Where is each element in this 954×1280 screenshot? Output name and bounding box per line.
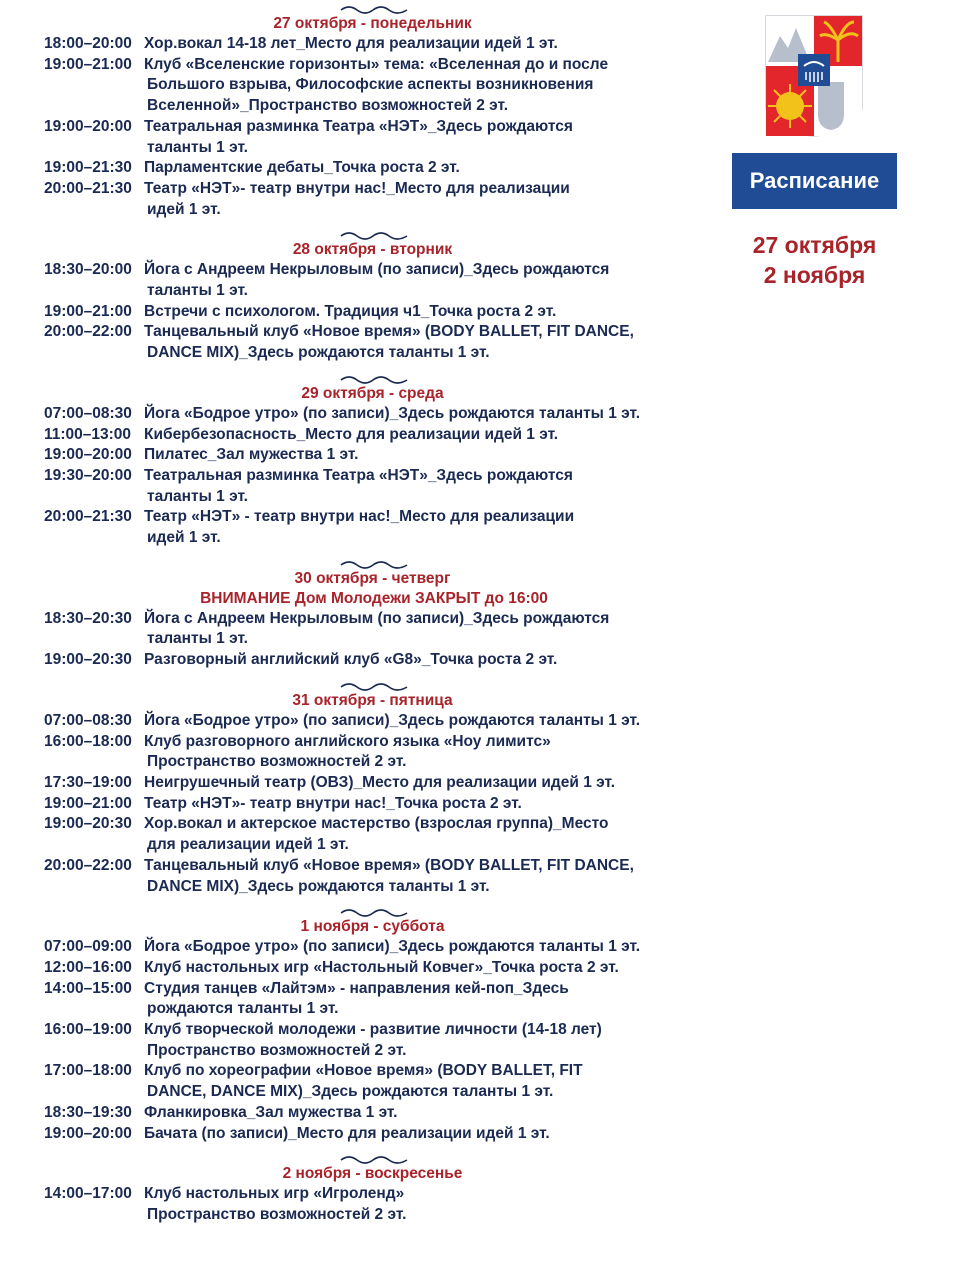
event-item [44, 55, 704, 117]
day-section [44, 4, 704, 220]
event-time: 19:00–20:00 [44, 1124, 132, 1142]
event-time: 18:00–20:00 [44, 35, 132, 52]
event-text: Йога «Бодрое утро» (по записи)_Здесь рождаются таланты 1 эт. [144, 404, 641, 422]
event-item [44, 302, 704, 323]
event-item [44, 794, 704, 815]
day-title: 1 ноября - суббота [300, 918, 445, 936]
event-item [44, 1061, 704, 1102]
day-title: 29 октября - среда [301, 384, 444, 402]
event-item [44, 958, 704, 979]
event-time: 07:00–08:30 [44, 404, 132, 422]
event-text: Клуб по хореографии «Новое время» (BODY BALLET, FIT DANCE, DANCE MIX)_Здесь рождаются таланты 1 эт. [144, 1062, 583, 1101]
event-text: Клуб настольных игр «Игроленд» Пространство возможностей 2 эт. [144, 1185, 407, 1223]
event-item [44, 979, 704, 1020]
event-item [44, 445, 704, 466]
event-text: Пилатес_Зал мужества 1 эт. [144, 446, 359, 464]
event-text: Парламентские дебаты_Точка роста 2 эт. [144, 159, 460, 177]
day-section [44, 559, 704, 671]
event-text: Танцевальный клуб «Новое время» (BODY BALLET, FIT DANCE, DANCE MIX)_Здесь рождаются таланты 1 эт. [144, 323, 634, 362]
event-item [44, 937, 704, 958]
day-section [44, 907, 704, 1144]
event-text: Бачата (по записи)_Место для реализации идей 1 эт. [144, 1124, 550, 1142]
event-item [44, 609, 704, 650]
date-to: 2 ноября [763, 262, 866, 288]
event-item [44, 179, 704, 220]
event-time: 19:00–21:00 [44, 794, 132, 812]
event-item [44, 773, 704, 794]
event-text: Йога с Андреем Некрыловым (по записи)_Здесь рождаются таланты 1 эт. [144, 261, 610, 300]
event-time: 20:00–22:00 [44, 323, 132, 341]
sochi-coat-of-arms-icon [764, 14, 864, 138]
event-text: Клуб разговорного английского языка «Ноу лимитс» Пространство возможностей 2 эт. [144, 732, 551, 771]
event-text: Клуб настольных игр «Настольный Ковчег»_Точка роста 2 эт. [144, 958, 619, 976]
event-item [44, 1124, 704, 1145]
event-time: 20:00–22:00 [44, 856, 132, 874]
event-item [44, 814, 704, 855]
day-title: 31 октября - пятница [292, 691, 453, 709]
event-item [44, 507, 704, 548]
event-text: Кибербезопасность_Место для реализации идей 1 эт. [144, 425, 559, 443]
event-text: Фланкировка_Зал мужества 1 эт. [144, 1103, 398, 1121]
day-title: 2 ноября - воскресенье [282, 1165, 463, 1183]
event-text: Танцевальный клуб «Новое время» (BODY BALLET, FIT DANCE, DANCE MIX)_Здесь рождаются таланты 1 эт. [144, 856, 634, 895]
event-item [44, 650, 704, 671]
event-item [44, 322, 704, 363]
date-from: 27 октября [752, 232, 877, 258]
event-time: 14:00–17:00 [44, 1185, 132, 1203]
day-section [44, 681, 704, 897]
wave-divider-icon [339, 907, 409, 917]
day-section [44, 230, 704, 364]
event-time: 07:00–08:30 [44, 711, 132, 729]
event-text: Клуб «Вселенские горизонты» тема: «Вселенная до и после Большого взрыва, Философские аспекты возникновения Вселенной»_Пространство возможностей 2 эт. [144, 55, 609, 115]
event-text: Студия танцев «Лайтэм» - направления кей-поп_Здесь рождаются таланты 1 эт. [144, 979, 569, 1018]
event-item [44, 1020, 704, 1061]
event-time: 19:00–20:00 [44, 117, 132, 135]
event-time: 19:00–21:00 [44, 55, 132, 73]
closed-notice: ВНИМАНИЕ Дом Молодежи ЗАКРЫТ до 16:00 [200, 589, 548, 607]
event-item [44, 158, 704, 179]
day-section [44, 1154, 704, 1225]
event-time: 20:00–21:30 [44, 179, 132, 197]
event-time: 20:00–21:30 [44, 508, 132, 526]
day-title: 30 октября - четверг [294, 569, 451, 587]
event-time: 12:00–16:00 [44, 958, 132, 976]
event-time: 19:00–21:00 [44, 302, 132, 320]
event-time: 18:30–20:30 [44, 609, 132, 627]
event-text: Разговорный английский клуб «G8»_Точка роста 2 эт. [144, 651, 558, 669]
event-item [44, 260, 704, 301]
event-time: 18:30–19:30 [44, 1103, 132, 1121]
event-item [44, 404, 704, 425]
schedule-title-banner: Расписание [732, 153, 897, 209]
event-text: Встречи с психологом. Традиция ч1_Точка роста 2 эт. [144, 302, 557, 320]
wave-divider-icon [339, 230, 409, 240]
event-time: 19:00–20:30 [44, 651, 132, 669]
event-time: 16:00–19:00 [44, 1021, 132, 1039]
day-section [44, 374, 704, 549]
event-text: Йога «Бодрое утро» (по записи)_Здесь рождаются таланты 1 эт. [144, 711, 641, 729]
event-item [44, 466, 704, 507]
date-range [732, 230, 897, 290]
wave-divider-icon [339, 374, 409, 384]
event-time: 18:30–20:00 [44, 261, 132, 279]
event-text: Йога «Бодрое утро» (по записи)_Здесь рождаются таланты 1 эт. [144, 938, 641, 956]
event-time: 19:00–20:00 [44, 446, 132, 464]
event-item [44, 425, 704, 446]
event-item [44, 856, 704, 897]
event-text: Йога с Андреем Некрыловым (по записи)_Здесь рождаются таланты 1 эт. [144, 609, 610, 648]
event-time: 16:00–18:00 [44, 732, 132, 750]
event-item [44, 117, 704, 158]
event-time: 17:30–19:00 [44, 773, 132, 791]
event-text: Театральная разминка Театра «НЭТ»_Здесь рождаются таланты 1 эт. [144, 466, 573, 505]
event-item [44, 711, 704, 732]
day-title: 27 октября - понедельник [273, 15, 472, 32]
wave-divider-icon [339, 681, 409, 691]
event-item [44, 1184, 704, 1225]
event-text: Хор.вокал 14-18 лет_Место для реализации идей 1 эт. [144, 35, 558, 52]
day-title: 28 октября - вторник [292, 241, 453, 259]
event-item [44, 34, 704, 55]
event-text: Театральная разминка Театра «НЭТ»_Здесь рождаются таланты 1 эт. [144, 117, 573, 156]
event-time: 14:00–15:00 [44, 979, 132, 997]
event-text: Театр «НЭТ» - театр внутри нас!_Место для реализации идей 1 эт. [144, 508, 575, 547]
wave-divider-icon [339, 4, 409, 14]
event-time: 07:00–09:00 [44, 938, 132, 956]
event-time: 19:00–20:30 [44, 815, 132, 833]
event-time: 19:00–21:30 [44, 159, 132, 177]
event-text: Театр «НЭТ»- театр внутри нас!_Точка роста 2 эт. [144, 794, 522, 812]
event-time: 17:00–18:00 [44, 1062, 132, 1080]
event-time: 19:30–20:00 [44, 466, 132, 484]
schedule-list [44, 4, 704, 1236]
event-item [44, 1103, 704, 1124]
wave-divider-icon [339, 559, 409, 569]
wave-divider-icon [339, 1154, 409, 1164]
event-text: Клуб творческой молодежи - развитие личности (14-18 лет) Пространство возможностей 2 эт. [144, 1021, 602, 1059]
event-time: 11:00–13:00 [44, 425, 132, 443]
event-item [44, 732, 704, 773]
event-text: Театр «НЭТ»- театр внутри нас!_Место для реализации идей 1 эт. [144, 179, 570, 218]
event-text: Хор.вокал и актерское мастерство (взрослая группа)_Место для реализации идей 1 эт. [144, 815, 609, 854]
event-text: Неигрушечный театр (ОВЗ)_Место для реализации идей 1 эт. [144, 773, 616, 791]
